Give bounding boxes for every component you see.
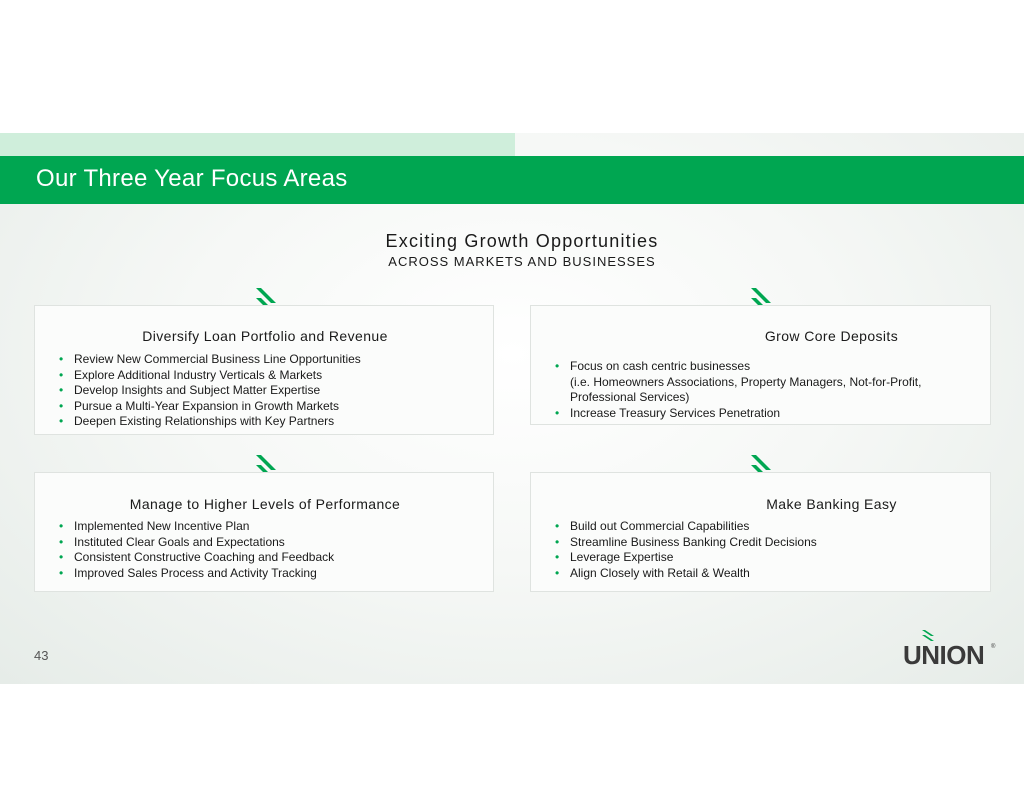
list-item: • Instituted Clear Goals and Expectations — [59, 534, 285, 549]
bullet-dot: • — [59, 519, 64, 533]
focus-box-loan-portfolio — [34, 305, 494, 435]
focus-box-core-deposits — [530, 305, 991, 425]
intro-subheading: ACROSS MARKETS AND BUSINESSES — [388, 254, 656, 269]
list-item: • Streamline Business Banking Credit Decisions — [555, 534, 817, 549]
list-item: • Explore Additional Industry Verticals & Markets — [59, 367, 323, 382]
bullet-dot: • — [555, 359, 560, 373]
box-title: Make Banking Easy — [766, 496, 897, 512]
intro-heading: Exciting Growth Opportunities — [385, 231, 659, 251]
header-accent-tab — [0, 133, 515, 156]
list-item: • Review New Commercial Business Line Opportunities — [59, 352, 361, 366]
bullet-dot: • — [59, 550, 64, 564]
bullet-dot: • — [59, 367, 64, 382]
bullet-dot: • — [59, 398, 64, 413]
list-item: • Leverage Expertise — [555, 550, 674, 564]
box-title: Diversify Loan Portfolio and Revenue — [142, 328, 388, 344]
bullet-dot: • — [59, 352, 64, 366]
bullet-dot: • — [555, 550, 560, 564]
bullet-list — [555, 359, 921, 421]
list-item: • Focus on cash centric businesses — [555, 359, 751, 373]
focus-box-performance — [34, 472, 494, 592]
bullet-list — [555, 519, 817, 581]
box-title: Grow Core Deposits — [764, 328, 899, 344]
bullet-dot: • — [59, 534, 64, 549]
list-item: • Deepen Existing Relationships with Key Partners — [59, 414, 335, 428]
logo-wordmark: UNION — [903, 640, 985, 670]
list-item: • Build out Commercial Capabilities — [555, 519, 750, 533]
focus-box-banking-easy — [530, 472, 991, 592]
list-item-continuation: (i.e. Homeowners Associations, Property Managers, Not-for-Profit, — [570, 374, 922, 389]
list-item: • Pursue a Multi-Year Expansion in Growth Markets — [59, 398, 340, 413]
registered-mark: ® — [991, 644, 996, 650]
list-item: • Consistent Constructive Coaching and Feedback — [59, 550, 335, 564]
bullet-dot: • — [59, 414, 64, 428]
list-item-continuation: Professional Services) — [570, 390, 690, 404]
bullet-list — [59, 519, 334, 581]
bullet-dot: • — [555, 534, 560, 549]
list-item: • Align Closely with Retail & Wealth — [555, 565, 750, 580]
bullet-dot: • — [59, 383, 64, 397]
list-item: • Increase Treasury Services Penetration — [555, 405, 781, 420]
bullet-dot: • — [555, 565, 560, 580]
union-logo — [903, 630, 998, 670]
list-item: • Improved Sales Process and Activity Tracking — [59, 565, 317, 580]
box-title: Manage to Higher Levels of Performance — [129, 496, 401, 512]
bullet-list — [59, 352, 361, 430]
bullet-dot: • — [555, 519, 560, 533]
bullet-dot: • — [59, 565, 64, 580]
bullet-dot: • — [555, 405, 560, 420]
list-item: • Implemented New Incentive Plan — [59, 519, 250, 533]
list-item: • Develop Insights and Subject Matter Expertise — [59, 383, 321, 397]
page-title: Our Three Year Focus Areas — [36, 165, 348, 192]
page-number: 43 — [34, 648, 49, 663]
